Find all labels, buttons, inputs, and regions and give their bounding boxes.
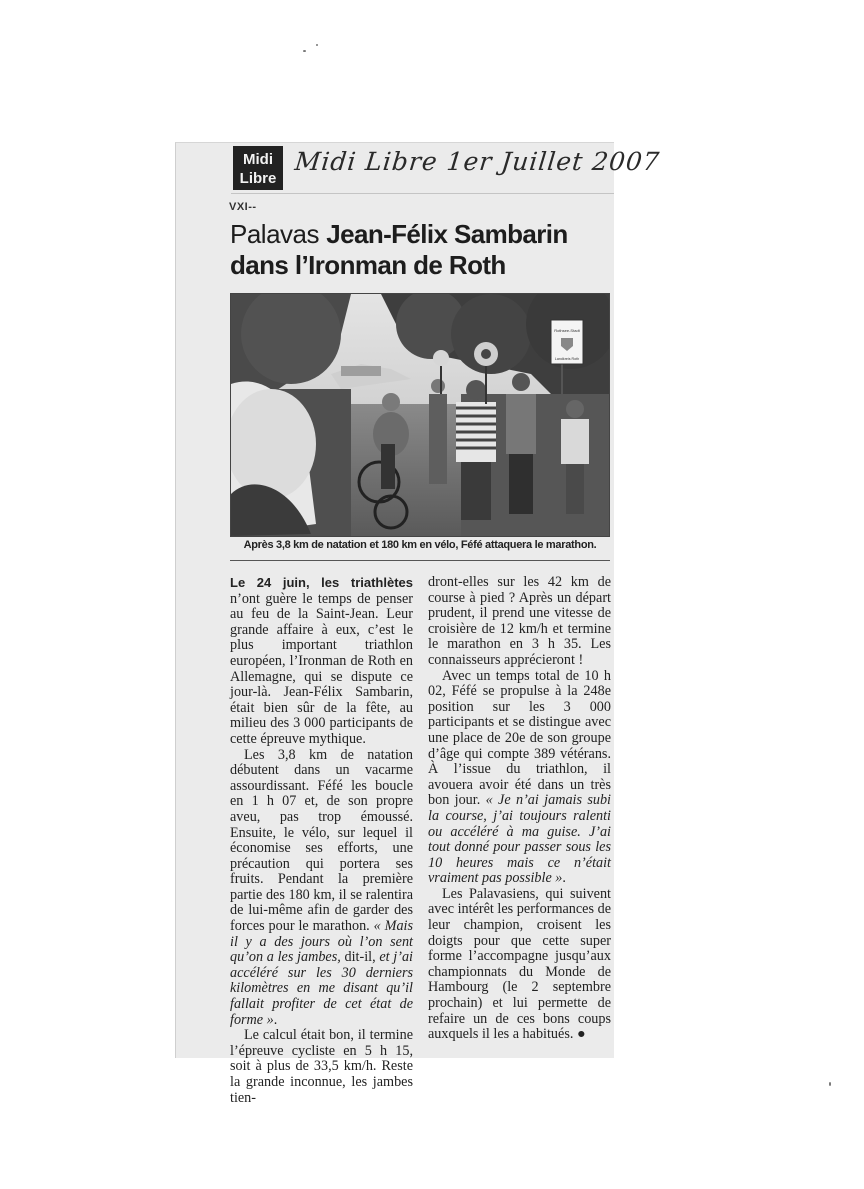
- article-column-1: [230, 575, 413, 1106]
- paragraph-lead: Le 24 juin, les triathlètes: [230, 575, 413, 590]
- paragraph: [230, 748, 413, 1029]
- roadsign-top-text: Rothsee-Stadt: [554, 328, 580, 333]
- paragraph-text: Le calcul était bon, il termine l’épreuve cycliste en 5 h 15, soit à plus de 33,5 km/h. Reste la grande inconnue, les jambes tien-: [230, 1027, 413, 1106]
- masthead-divider: [231, 193, 614, 194]
- end-mark: ●: [573, 1026, 586, 1043]
- scan-speck: [303, 50, 306, 52]
- paragraph: [428, 669, 611, 887]
- quote: « Mais il y a des jours où l’on sent qu’on a les jambes,: [230, 918, 414, 966]
- logo-line-1: Midi: [243, 151, 273, 168]
- race-photo-image: [231, 294, 609, 536]
- newspaper-clipping: [175, 142, 662, 1106]
- paragraph-text: Avec un temps total de 10 h 02, Féfé se propulse à la 248e position sur les 3 000 participants et se distingue avec une place de 20e de son groupe d’âge qui compte 389 vétérans. À l’issue du triathlon, il avouera avoir été dans un très bon jour.: [428, 667, 611, 809]
- article-column-2: [428, 575, 611, 1043]
- paragraph-text: n’ont guère le temps de penser au feu de la Saint-Jean. Leur grande affaire à eux, c’est le plus important triathlon européen, l’Ironman de Roth en Allemagne, qui se dispute ce jour-là. Jean-Félix Sambarin, était bien sûr de la fête, au milieu des 3 000 participants de cette épreuve mythique.: [230, 590, 413, 747]
- handwritten-date-note: Midi Libre 1er Juillet 2007: [293, 147, 662, 176]
- photo-caption: Après 3,8 km de natation et 180 km en vélo, Féfé attaquera le marathon.: [243, 539, 597, 551]
- roadsign-bottom-text: Landkreis Roth: [554, 357, 580, 361]
- quote: « Je n’ai jamais subi la course, j’ai toujours ralenti ou accéléré à ma guise. J’ai tout donné pour passer sous les 10 heures mais ce n’était vraiment pas possible »: [428, 792, 611, 887]
- paragraph-text: .: [562, 870, 566, 887]
- paragraph-text: dront-elles sur les 42 km de course à pied ? Après un départ prudent, il prend une vitesse de croisière de 12 km/h et termine le marathon en 3 h 35. Les connaisseurs apprécieront !: [428, 574, 611, 668]
- article-headline: [230, 219, 614, 281]
- paragraph-text: Les Palavasiens, qui suivent avec intérêt les performances de leur champion, croisent les doigts pour que cette super forme l’accompagne jusqu’aux championnats du Monde de Hambourg (le 2 septembre prochain) et lui permette de refaire un de ces bons coups auxquels il les a habitués.: [428, 885, 611, 1043]
- headline-main: Jean-Félix Sambarin dans l’Ironman de Roth: [230, 219, 568, 280]
- section-kicker: VXI--: [229, 201, 257, 213]
- paragraph-text: .: [273, 1011, 278, 1028]
- midi-libre-logo: [233, 146, 283, 190]
- paragraph: [428, 887, 611, 1043]
- paragraph: [230, 575, 413, 748]
- paragraph: [230, 1028, 413, 1106]
- headline-place: Palavas: [230, 219, 319, 249]
- quote: et j’ai accéléré sur les 30 derniers kilomètres en me disant qu’il fallait profiter de cet état de forme »: [230, 949, 413, 1028]
- paragraph-text: Les 3,8 km de natation débutent dans un vacarme assourdissant. Féfé les boucle en 1 h 07 et, de son propre aveu, pas trop émoussé. Ensuite, le vélo, sur lequel il économise ses efforts, une précaution qui portera ses fruits. Pendant la première partie des 180 km, il se ralentira de lui-même afin de garder des forces pour le marathon.: [230, 746, 413, 935]
- logo-line-2: Libre: [239, 170, 277, 187]
- scan-speck: [316, 44, 318, 46]
- scan-speck: [829, 1082, 831, 1086]
- paragraph: [428, 575, 611, 669]
- paragraph-text: dit-il,: [340, 949, 380, 966]
- caption-divider: [230, 560, 610, 561]
- race-photo: [230, 293, 610, 537]
